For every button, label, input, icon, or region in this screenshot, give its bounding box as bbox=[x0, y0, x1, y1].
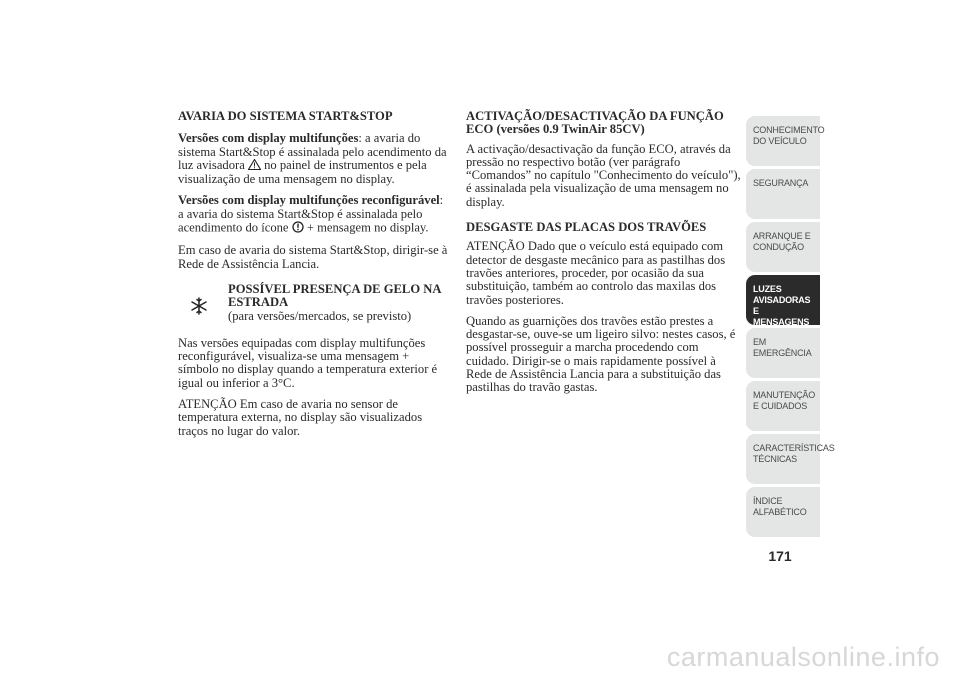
snowflake-icon bbox=[190, 297, 208, 318]
text: : a avaria do sistema Start&Stop é assinalada pelo acendimento da luz avisadora bbox=[178, 131, 447, 172]
label-reconfigurable-display: Versões com display multifunções reconfigurável bbox=[178, 193, 440, 208]
left-column bbox=[178, 110, 448, 446]
paragraph-sensor-warning: ATENÇÃO Em caso de avaria no sensor de temperatura externa, no display são visualizados traços no lugar do valor. bbox=[178, 397, 423, 438]
paragraph-brake-warning: ATENÇÃO Dado que o veículo está equipado com detector de desgaste mecânico para as pastilhas dos travões anteriores, proceder, por ocasião da sua substituição, também ao controlo das maxilas dos travões posteriores. bbox=[466, 239, 726, 307]
eco-function-heading: ACTIVAÇÃO/DESACTIVAÇÃO DA FUNÇÃO ECO (versões 0.9 TwinAir 85CV) bbox=[466, 109, 724, 137]
ice-warning-title: POSSÍVEL PRESENÇA DE GELO NA ESTRADA bbox=[228, 281, 441, 310]
chapter-tabs bbox=[746, 116, 835, 540]
paragraph-eco: A activação/desactivação da função ECO, através da pressão no respectivo botão (ver parágrafo “Comandos” no capítulo "Conhecimento do veículo"), é assinalada pela visualização de uma mensagem no display. bbox=[466, 141, 741, 209]
text: : a avaria do sistema Start&Stop é assinalada pelo acendimento do ícone bbox=[178, 193, 444, 235]
text: no painel de instrumentos e pela visualização de uma mensagem no display. bbox=[178, 157, 427, 187]
tab-emergencia[interactable]: EM EMERGÊNCIA bbox=[746, 328, 820, 378]
tab-luzes-avisadoras[interactable]: LUZES AVISADORAS E MENSAGENS bbox=[746, 275, 820, 325]
startstop-failure-heading: AVARIA DO SISTEMA START&STOP bbox=[178, 109, 393, 123]
tab-seguranca[interactable]: SEGURANÇA bbox=[746, 169, 820, 219]
warning-triangle-icon bbox=[248, 159, 261, 173]
footer-watermark: carmanualsonline.info bbox=[666, 642, 940, 672]
tab-manutencao[interactable]: MANUTENÇÃO E CUIDADOS bbox=[746, 381, 820, 431]
ice-warning-block bbox=[178, 283, 448, 323]
tab-indice[interactable]: ÍNDICE ALFABÉTICO bbox=[746, 487, 820, 537]
paragraph-brake-noise: Quando as guarnições dos travões estão prestes a desgastar-se, ouve-se um ligeiro silvo: nestes casos, é possível prosseguir a marcha procedendo com cuidado. Dirigir-se o mais rapidamente possível à Rede de Assistência Lancia para a substituição das pastilhas do travão gastas. bbox=[466, 313, 736, 395]
page-number: 171 bbox=[768, 548, 792, 564]
paragraph-reconfigurable bbox=[178, 194, 448, 236]
label-multifunction-display: Versões com display multifunções bbox=[178, 131, 359, 146]
tab-conhecimento[interactable]: CONHECIMENTO DO VEÍCULO bbox=[746, 116, 820, 166]
tab-arranque[interactable]: ARRANQUE E CONDUÇÃO bbox=[746, 222, 820, 272]
text: + mensagem no display. bbox=[306, 220, 429, 235]
tab-caracteristicas[interactable]: CARACTERÍSTICAS TÉCNICAS bbox=[746, 434, 820, 484]
paragraph-multifunction bbox=[178, 132, 448, 186]
right-column bbox=[466, 110, 741, 403]
paragraph-temperature: Nas versões equipadas com display multifunções reconfigurável, visualiza-se uma mensagem + símbolo no display quando a temperatura exterior é igual ou inferior a 3°C. bbox=[178, 335, 438, 390]
brake-wear-heading: DESGASTE DAS PLACAS DOS TRAVÕES bbox=[466, 220, 707, 235]
failure-symbol-icon bbox=[292, 221, 304, 236]
paragraph-assistance: Em caso de avaria do sistema Start&Stop, dirigir-se à Rede de Assistência Lancia. bbox=[178, 243, 448, 271]
ice-warning-subtitle: (para versões/mercados, se previsto) bbox=[228, 308, 412, 323]
